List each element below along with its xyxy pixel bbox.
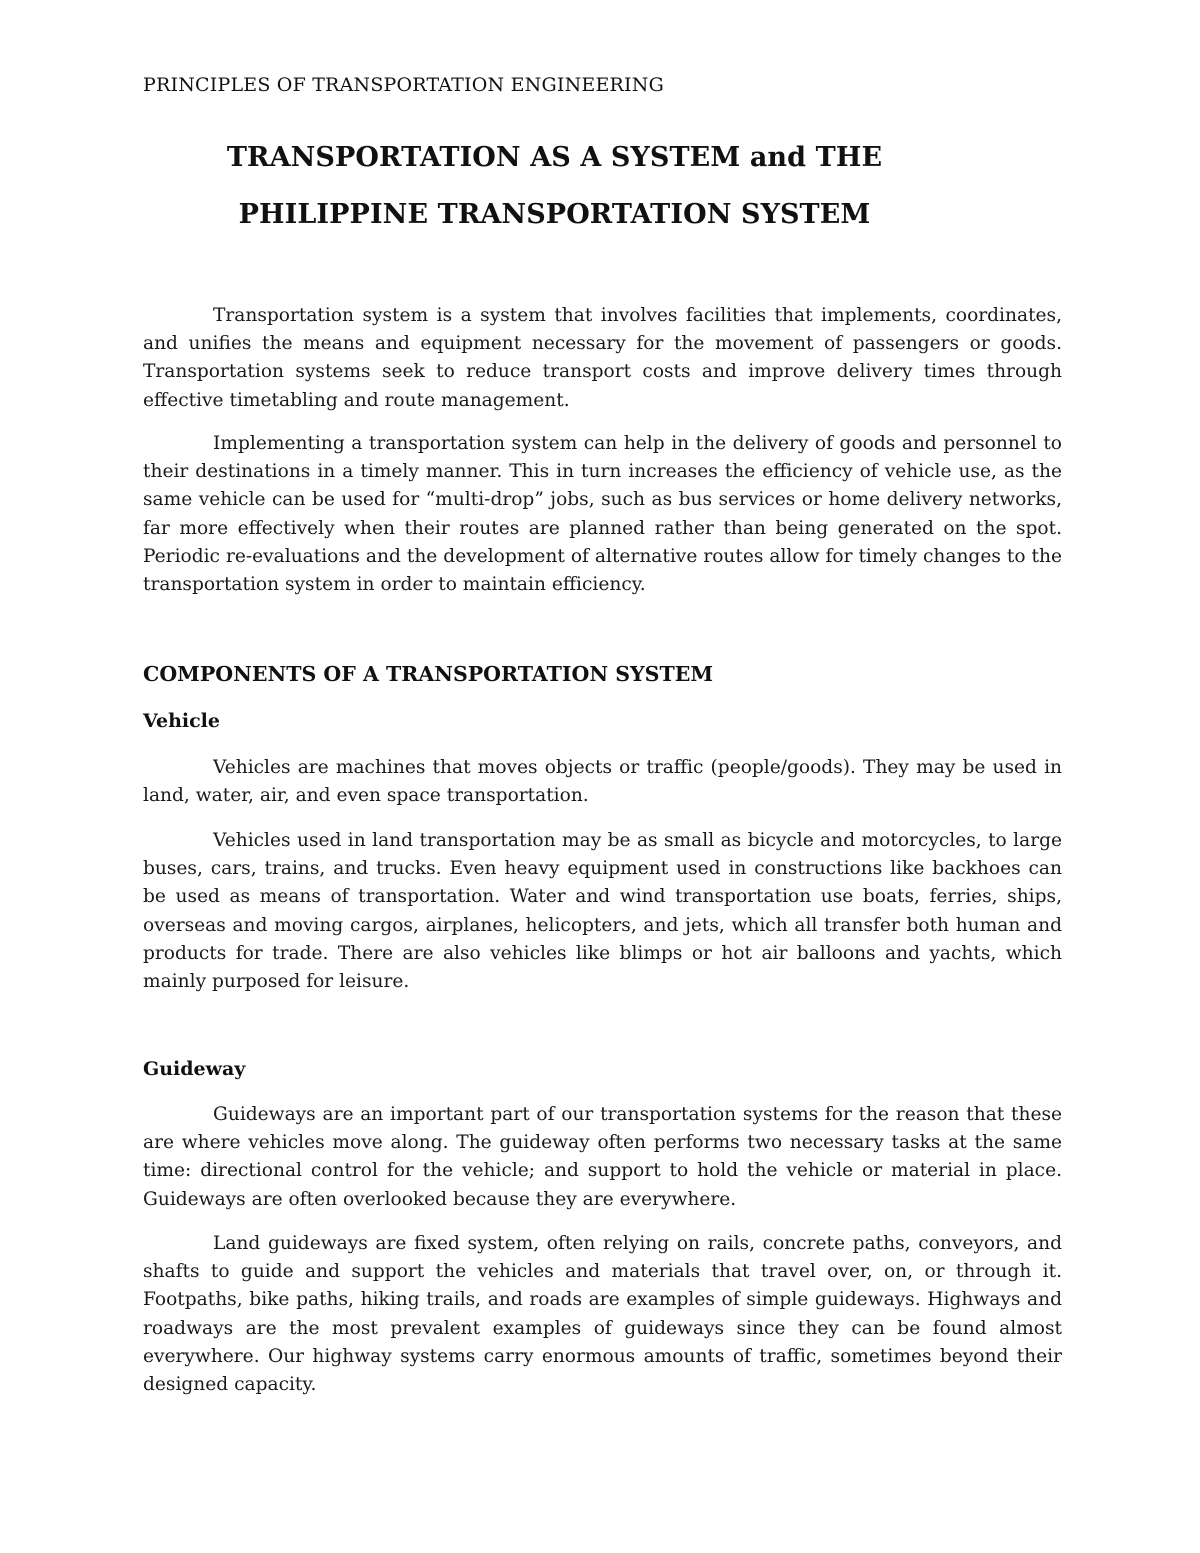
guideway-paragraph-2: Land guideways are fixed system, often relying on rails, concrete paths, conveyors, and shafts to guide and support the vehicles and materials that travel over, on, or through it. Footpaths, bike paths, hiking trails, and roads are examples of simple guideways. Highways and roadways are the most prevalent examples of guideways since they can be found almost everywhere. Our highway systems carry enormous amounts of traffic, sometimes beyond their designed capacity. bbox=[143, 1233, 1062, 1396]
document-title-line-2: PHILIPPINE TRANSPORTATION SYSTEM bbox=[238, 199, 871, 230]
subheading-vehicle: Vehicle bbox=[143, 710, 220, 732]
section-heading-components: COMPONENTS OF A TRANSPORTATION SYSTEM bbox=[143, 662, 714, 686]
intro-paragraph-2: Implementing a transportation system can help in the delivery of goods and personnel to their destinations in a timely manner. This in turn increases the efficiency of vehicle use, as the same vehicle can be used for “multi-drop” jobs, such as bus services or home delivery networks, far more effectively when their routes are planned rather than being generated on the spot. Periodic re-evaluations and the development of alternative routes allow for timely changes to the transportation system in order to maintain efficiency. bbox=[143, 433, 1062, 596]
intro-paragraph-1: Transportation system is a system that involves facilities that implements, coordinates, and unifies the means and equipment necessary for the movement of passengers or goods. Transportation systems seek to reduce transport costs and improve delivery times through effective timetabling and route management. bbox=[143, 305, 1062, 411]
vehicle-paragraph-2: Vehicles used in land transportation may be as small as bicycle and motorcycles, to large buses, cars, trains, and trucks. Even heavy equipment used in constructions like backhoes can be used as means of transportation. Water and wind transportation use boats, ferries, ships, overseas and moving cargos, airplanes, helicopters, and jets, which all transfer both human and products for trade. There are also vehicles like blimps or hot air balloons and yachts, which mainly purposed for leisure. bbox=[143, 830, 1062, 993]
vehicle-paragraph-1: Vehicles are machines that moves objects or traffic (people/goods). They may be used in land, water, air, and even space transportation. bbox=[143, 757, 1062, 807]
document-title-line-1: TRANSPORTATION AS A SYSTEM and THE bbox=[226, 142, 883, 173]
guideway-paragraph-1: Guideways are an important part of our transportation systems for the reason that these are where vehicles move along. The guideway often performs two necessary tasks at the same time: directional control for the vehicle; and support to hold the vehicle or material in place. Guideways are often overlooked because they are everywhere. bbox=[143, 1104, 1062, 1210]
running-header: PRINCIPLES OF TRANSPORTATION ENGINEERING bbox=[143, 74, 664, 96]
subheading-guideway: Guideway bbox=[143, 1058, 246, 1080]
